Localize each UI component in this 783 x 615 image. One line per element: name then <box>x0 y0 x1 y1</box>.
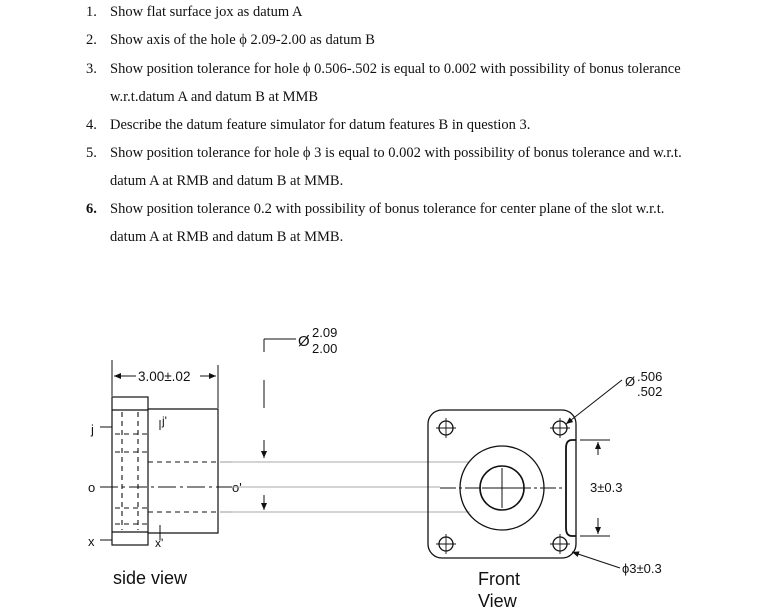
slot-diameter-label: ϕ3±0.3 <box>622 561 662 576</box>
question-number: 1. <box>86 4 97 20</box>
label-o: o <box>88 480 96 495</box>
question-text: Describe the datum feature simulator for datum features B in question 3. <box>110 117 531 133</box>
length-dimension-label: 3.00±.02 <box>138 369 191 384</box>
hidden-lines <box>115 412 218 530</box>
bolt-holes <box>436 418 570 554</box>
label-j-prime: j' <box>162 414 167 428</box>
side-view-label: side view <box>113 568 188 588</box>
label-o-prime: o' <box>232 480 242 495</box>
question-text-continuation: datum A at RMB and datum B at MMB. <box>110 173 344 189</box>
question-number: 4. <box>86 117 97 133</box>
question-number: 2. <box>86 32 97 48</box>
hole-lower-limit: .502 <box>637 384 663 399</box>
hole-diameter-symbol: Ø <box>625 374 636 389</box>
question-text-continuation: datum A at RMB and datum B at MMB. <box>110 229 344 245</box>
front-view-label-line1: Front <box>478 569 521 589</box>
hole-upper-limit: .506 <box>637 369 663 384</box>
front-view-label-line2: View <box>478 591 517 611</box>
bore-diameter-symbol: Ø <box>298 333 310 350</box>
question-text-continuation: w.r.t.datum A and datum B at MMB <box>110 89 319 105</box>
question-number: 5. <box>86 145 97 161</box>
question-text: Show position tolerance 0.2 with possibility of bonus tolerance for center plane of the slot w.r.t. <box>110 201 665 217</box>
bore-upper-limit: 2.09 <box>312 325 338 340</box>
question-number: 3. <box>86 61 97 77</box>
slot-outline <box>566 440 576 536</box>
label-x: x <box>88 534 95 549</box>
hole-leader <box>566 380 622 424</box>
question-text: Show position tolerance for hole ϕ 0.506-.502 is equal to 0.002 with possibility of bonus tolerance <box>110 61 681 77</box>
label-x-prime: x' <box>155 536 164 550</box>
side-view-flange <box>112 397 148 545</box>
front-view <box>428 410 576 558</box>
question-text: Show position tolerance for hole ϕ 3 is equal to 0.002 with possibility of bonus tolerance and w.r.t. <box>110 145 682 161</box>
question-text: Show flat surface jox as datum A <box>110 4 303 20</box>
question-number: 6. <box>86 201 97 217</box>
projection-lines <box>232 462 470 512</box>
side-view-hub <box>148 409 218 533</box>
slot-width-label: 3±0.3 <box>590 480 623 495</box>
slot-dia-leader <box>572 552 620 568</box>
question-text: Show axis of the hole ϕ 2.09-2.00 as datum B <box>110 32 375 48</box>
side-view <box>100 360 232 545</box>
bore-lower-limit: 2.00 <box>312 341 338 356</box>
label-j: j <box>91 422 94 437</box>
